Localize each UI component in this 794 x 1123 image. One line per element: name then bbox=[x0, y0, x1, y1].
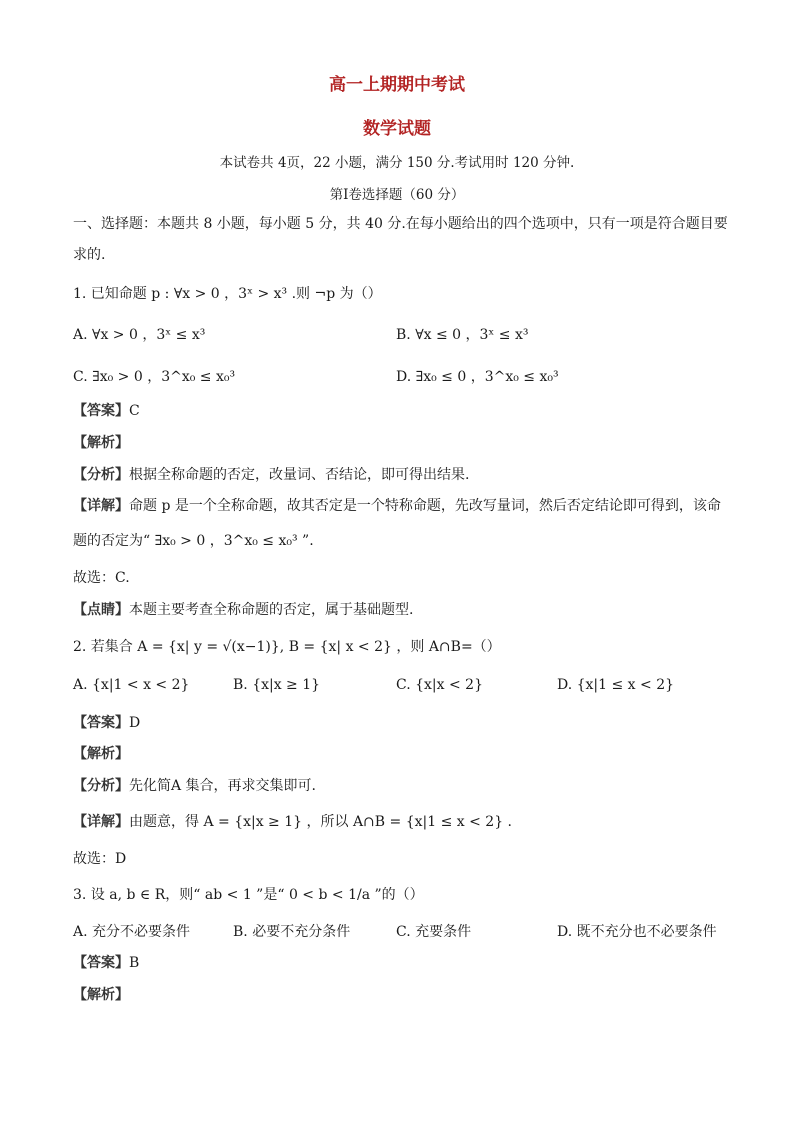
q1-xiangjie-2: 题的否定为“ ∃x₀ > 0 ，3^x₀ ≤ x₀³ ”. bbox=[73, 533, 314, 549]
q2-option-b: B. {x|x ≥ 1} bbox=[233, 677, 321, 693]
xiangjie-tag: 【详解】 bbox=[73, 814, 129, 830]
dianjing-text: 本题主要考查全称命题的否定，属于基础题型. bbox=[129, 602, 414, 618]
q2-option-d: D. {x|1 ≤ x < 2} bbox=[557, 677, 675, 693]
fenxi-tag: 【分析】 bbox=[73, 778, 129, 794]
analysis-tag: 【解析】 bbox=[73, 746, 129, 762]
q2-xiangjie bbox=[73, 811, 512, 831]
xiangjie-text: 由题意，得 A = {x|x ≥ 1} ，所以 A∩B = {x|1 ≤ x < 2} . bbox=[129, 814, 513, 830]
q2-answer bbox=[73, 712, 140, 732]
q2-option-c: C. {x|x < 2} bbox=[396, 677, 483, 693]
answer-tag: 【答案】 bbox=[73, 955, 129, 971]
fenxi-text: 先化简A 集合，再求交集即可. bbox=[129, 778, 317, 794]
q3-answer bbox=[73, 952, 139, 972]
q2-stem: 2. 若集合 A = {x| y = √(x−1)}, B = {x| x < 2} ，则 A∩B=（） bbox=[73, 639, 501, 655]
answer-value: C bbox=[129, 403, 140, 419]
answer-tag: 【答案】 bbox=[73, 715, 129, 731]
instructions-line-1: 一、选择题：本题共 8 小题，每小题 5 分，共 40 分.在每小题给出的四个选项中，只有一项是符合题目要 bbox=[73, 216, 728, 232]
q1-option-c: C. ∃x₀ > 0 ，3^x₀ ≤ x₀³ bbox=[73, 369, 236, 385]
q1-dianjing bbox=[73, 599, 413, 619]
q3-analysis bbox=[73, 984, 129, 1004]
q3-stem: 3. 设 a, b ∈ R，则“ ab < 1 ”是“ 0 < b < 1/a ”的（） bbox=[73, 887, 424, 903]
exam-subtitle: 数学试题 bbox=[363, 119, 431, 139]
analysis-tag: 【解析】 bbox=[73, 435, 129, 451]
q3-option-a: A. 充分不必要条件 bbox=[73, 924, 191, 940]
section-heading: 第Ⅰ卷选择题（60 分） bbox=[329, 187, 465, 203]
q3-option-d: D. 既不充分也不必要条件 bbox=[557, 924, 717, 940]
q2-option-a: A. {x|1 < x < 2} bbox=[73, 677, 190, 693]
q1-xiangjie-1 bbox=[73, 495, 721, 515]
instructions-line-2: 求的. bbox=[73, 247, 106, 263]
answer-value: B bbox=[129, 955, 140, 971]
q1-answer bbox=[73, 400, 140, 420]
analysis-tag: 【解析】 bbox=[73, 987, 129, 1003]
exam-title: 高一上期期中考试 bbox=[329, 75, 465, 95]
fenxi-tag: 【分析】 bbox=[73, 467, 129, 483]
exam-info: 本试卷共 4页，22 小题，满分 150 分.考试用时 120 分钟. bbox=[219, 155, 575, 171]
q1-option-a: A. ∀x > 0 ，3ˣ ≤ x³ bbox=[73, 327, 206, 343]
q2-analysis bbox=[73, 743, 129, 763]
q1-choose: 故选：C. bbox=[73, 570, 130, 586]
q1-stem: 1. 已知命题 p : ∀x > 0 ，3ˣ > x³ .则 ¬p 为（） bbox=[73, 286, 382, 302]
dianjing-tag: 【点睛】 bbox=[73, 602, 129, 618]
xiangjie-tag: 【详解】 bbox=[73, 498, 129, 514]
q1-option-b: B. ∀x ≤ 0 ，3ˣ ≤ x³ bbox=[396, 327, 529, 343]
q1-analysis bbox=[73, 432, 129, 452]
q1-option-d: D. ∃x₀ ≤ 0 ，3^x₀ ≤ x₀³ bbox=[396, 369, 559, 385]
answer-tag: 【答案】 bbox=[73, 403, 129, 419]
q3-option-c: C. 充要条件 bbox=[396, 924, 472, 940]
answer-value: D bbox=[129, 715, 141, 731]
xiangjie-text: 命题 p 是一个全称命题，故其否定是一个特称命题，先改写量词，然后否定结论即可得到，该命 bbox=[129, 498, 721, 514]
q3-option-b: B. 必要不充分条件 bbox=[233, 924, 351, 940]
fenxi-text: 根据全称命题的否定，改量词、否结论，即可得出结果. bbox=[129, 467, 470, 483]
q1-fenxi bbox=[73, 464, 469, 484]
q2-choose: 故选：D bbox=[73, 851, 127, 867]
q2-fenxi bbox=[73, 775, 316, 795]
